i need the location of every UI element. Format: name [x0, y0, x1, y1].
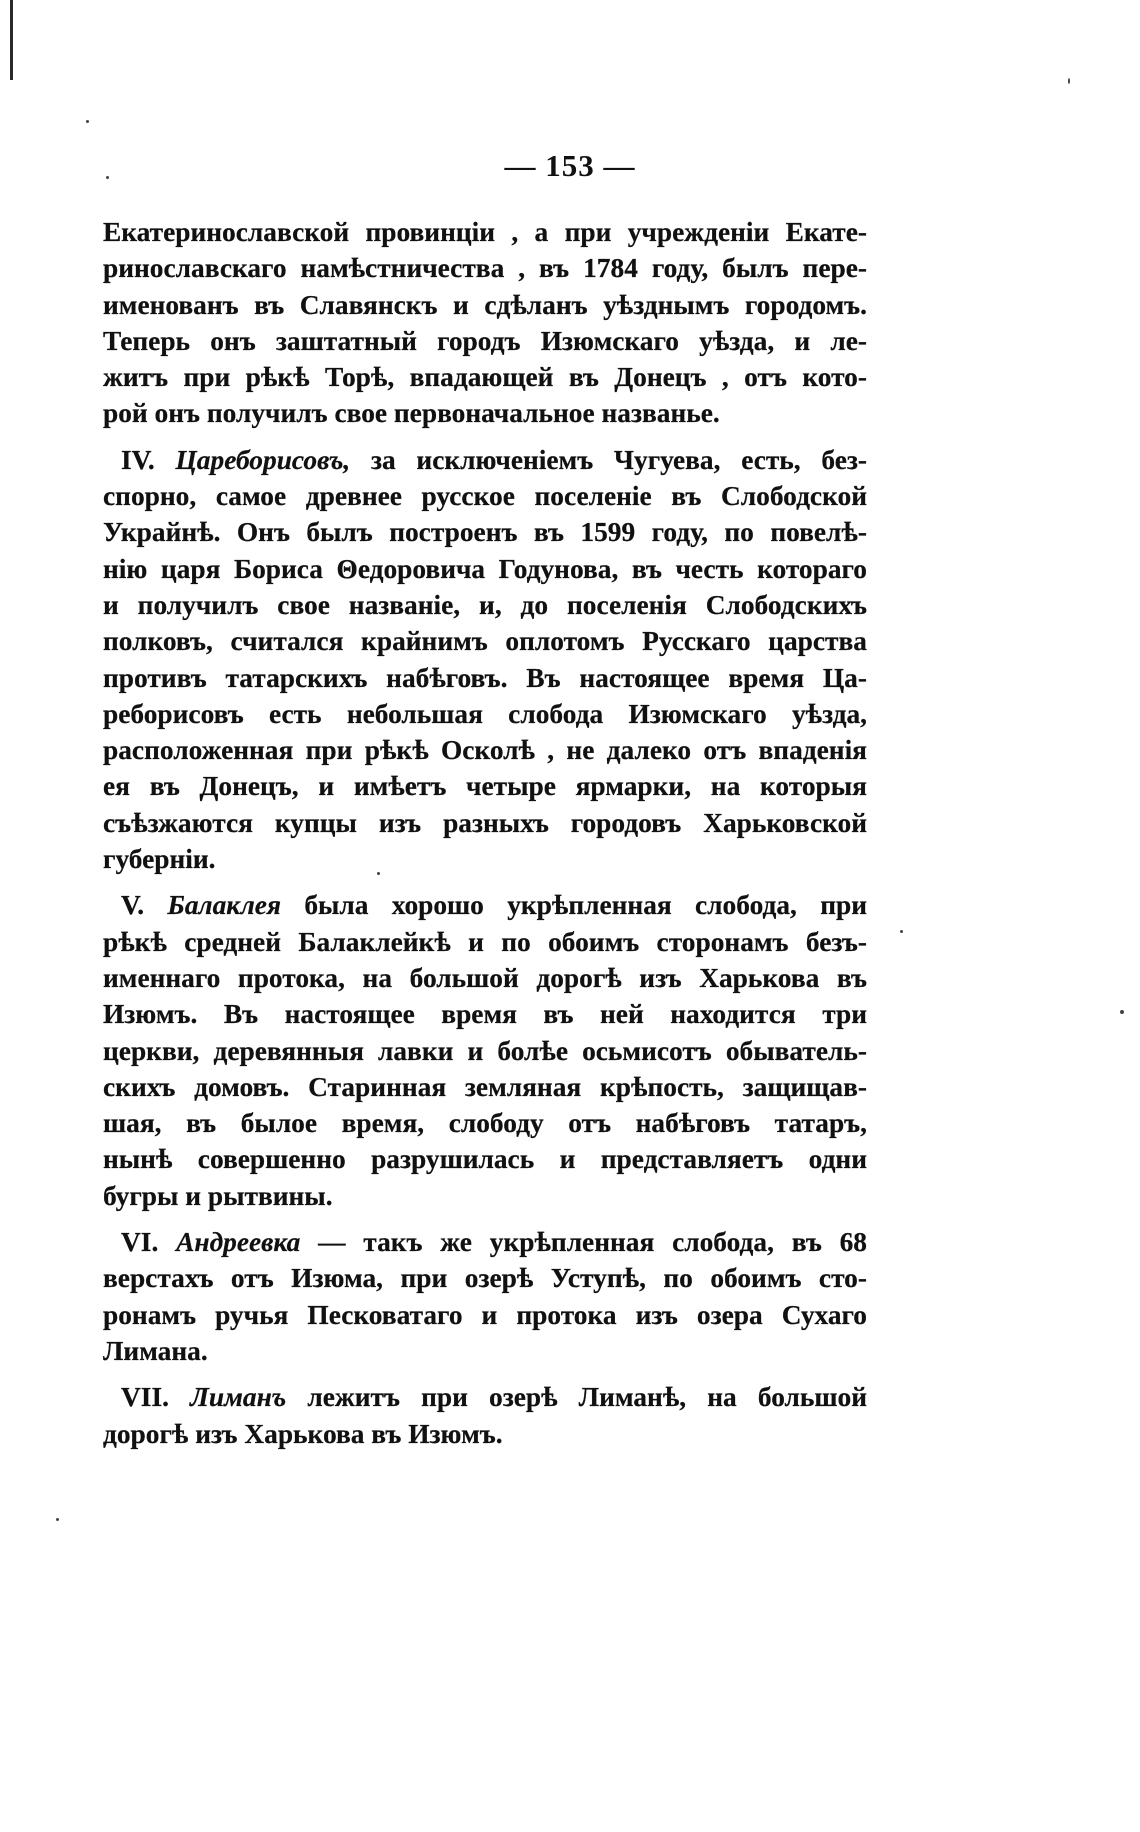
text-line: верстахъ отъ Изюма, при озерѣ Уступѣ, по обоимъ сто-: [103, 1263, 867, 1294]
text-line: [103, 1379, 867, 1415]
text-line: [103, 442, 867, 478]
text-line: ринославскаго намѣстничества , въ 1784 году, былъ пере-: [103, 253, 867, 284]
text-line: шая, въ былое время, слободу отъ набѣговъ татаръ,: [103, 1108, 867, 1139]
text-line: губерніи.: [103, 844, 216, 875]
scan-speck: [900, 930, 903, 933]
text-line: Теперь онъ заштатный городъ Изюмскаго уѣзда, и ле-: [103, 325, 867, 356]
text-line: ронамъ ручья Песковатаго и протока изъ озера Сухаго: [103, 1299, 867, 1330]
text-line: нію царя Бориса Θедоровича Годунова, въ честь котораго: [103, 553, 867, 584]
scan-speck: [1068, 78, 1070, 84]
text-fragment: за исключеніемъ Чугуева, есть, без-: [350, 444, 867, 475]
section-numeral: VI.: [121, 1227, 159, 1258]
text-line: бугры и рытвины.: [103, 1180, 333, 1211]
paragraph-andreevka: [103, 1224, 867, 1369]
text-line: скихъ домовъ. Старинная земляная крѣпость, защищав-: [103, 1071, 867, 1102]
text-line: спорно, самое древнее русское поселеніе въ Слободской: [103, 481, 867, 512]
scan-speck: [56, 1518, 59, 1521]
section-numeral: V.: [121, 890, 145, 921]
text-line: Лимана.: [103, 1335, 208, 1366]
scan-speck: [86, 120, 89, 123]
text-line: и получилъ свое названіе, и, до поселенія Слободскихъ: [103, 589, 867, 620]
text-fragment: — такъ же укрѣпленная слобода, въ 68: [300, 1227, 867, 1258]
text-line: именованъ въ Славянскъ и сдѣланъ уѣзднымъ городомъ.: [103, 289, 867, 320]
page-number: — 153 —: [504, 148, 636, 183]
text-line: церкви, деревянныя лавки и болѣе осьмисотъ обыватель-: [103, 1035, 867, 1066]
text-line: нынѣ совершенно разрушилась и представляетъ одни: [103, 1144, 867, 1175]
text-line: [103, 1224, 867, 1260]
text-fragment: лежитъ при озерѣ Лиманѣ, на большой: [286, 1382, 867, 1413]
text-line: Украйнѣ. Онъ былъ построенъ въ 1599 году, по повелѣ-: [103, 517, 867, 548]
place-name: Цареборисовъ,: [175, 444, 351, 475]
text-line: Изюмъ. Въ настоящее время въ ней находится три: [103, 999, 867, 1030]
text-fragment: была хорошо укрѣпленная слобода, при: [281, 890, 867, 921]
paragraph-balakleya: [103, 887, 867, 1214]
text-line: противъ татарскихъ набѣговъ. Въ настоящее время Ца-: [103, 662, 867, 693]
body-text: [103, 214, 867, 1452]
text-line: полковъ, считался крайнимъ оплотомъ Русскаго царства: [103, 626, 867, 657]
text-line: [103, 887, 867, 923]
text-line: рѣкѣ средней Балаклейкѣ и по обоимъ сторонамъ безъ-: [103, 926, 867, 957]
text-line: реборисовъ есть небольшая слобода Изюмскаго уѣзда,: [103, 698, 867, 729]
place-name: Лиманъ: [190, 1382, 287, 1413]
text-line: именнаго протока, на большой дорогѣ изъ Харькова въ: [103, 962, 867, 993]
text-line: ея въ Донецъ, и имѣетъ четыре ярмарки, на которыя: [103, 771, 867, 802]
place-name: Балаклея: [167, 890, 282, 921]
section-numeral: VII.: [121, 1382, 169, 1413]
text-line: рой онъ получилъ свое первоначальное названье.: [103, 398, 720, 429]
place-name: Андреевка: [176, 1227, 301, 1258]
text-line: житъ при рѣкѣ Торѣ, впадающей въ Донецъ , отъ кото-: [103, 362, 867, 393]
paragraph-liman: [103, 1379, 867, 1452]
binding-edge-line: [10, 0, 13, 80]
text-line: расположенная при рѣкѣ Осколѣ , не далеко отъ впаденія: [103, 735, 867, 766]
scan-speck: [1120, 1010, 1124, 1014]
paragraph-slavyansk-continued: [103, 214, 867, 432]
section-numeral: IV.: [121, 444, 155, 475]
paragraph-tsareborisov: [103, 442, 867, 878]
text-line: дорогѣ изъ Харькова въ Изюмъ.: [103, 1418, 503, 1449]
text-line: съѣзжаются купцы изъ разныхъ городовъ Харьковской: [103, 807, 867, 838]
text-line: Екатеринославской провинціи , а при учрежденіи Екате-: [103, 217, 867, 247]
